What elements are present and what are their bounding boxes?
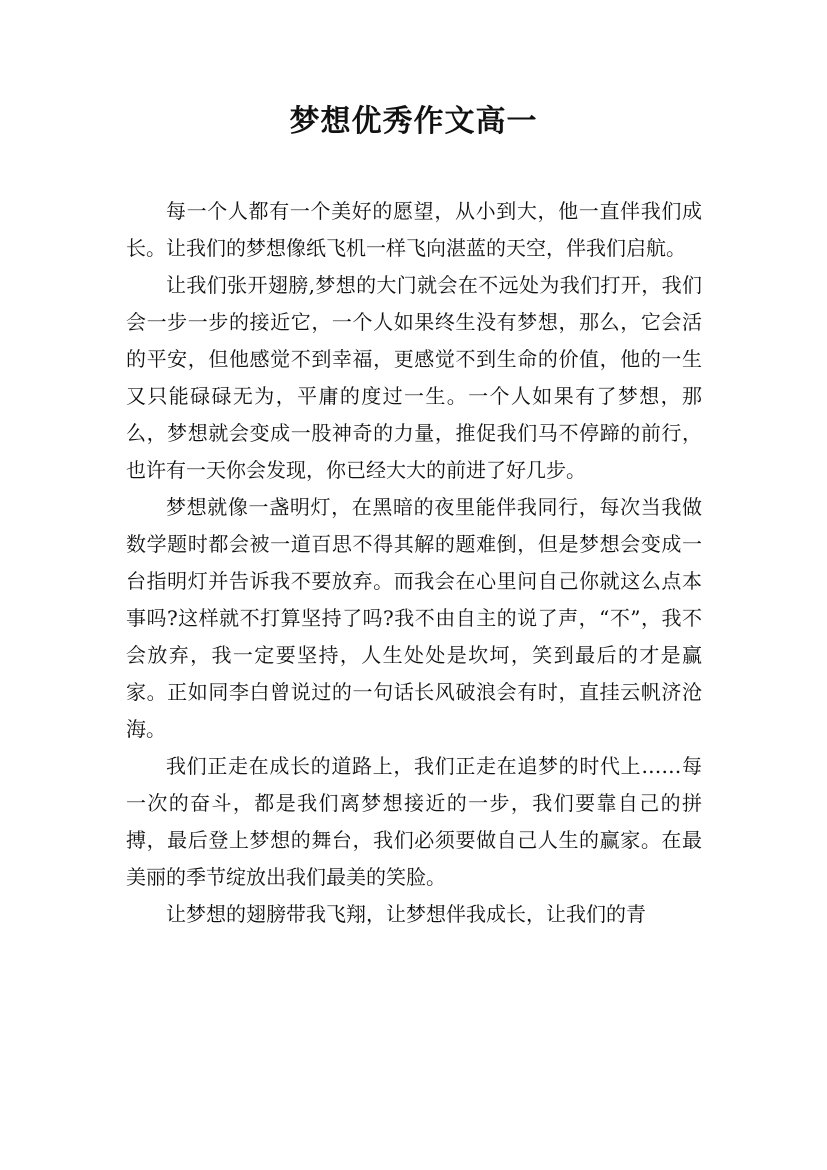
- paragraph-2: 让我们张开翅膀,梦想的大门就会在不远处为我们打开，我们会一步一步的接近它，一个人如果终生没有梦想，那么，它会活的平安，但他感觉不到幸福，更感觉不到生命的价值，他的一生又只能碌碌无为，平庸的度过一生。一个人如果有了梦想，那么，梦想就会变成一股神奇的力量，推促我们马不停蹄的前行，也许有一天你会发现，你已经大大的前进了好几步。: [126, 273, 702, 482]
- document-body: [126, 193, 702, 933]
- document-title: 梦想优秀作文高一: [289, 104, 538, 139]
- paragraph-1: 每一个人都有一个美好的愿望，从小到大，他一直伴我们成长。让我们的梦想像纸飞机一样飞向湛蓝的天空，伴我们启航。: [126, 199, 702, 260]
- paragraph-5: 让梦想的翅膀带我飞翔，让梦想伴我成长，让我们的青: [166, 902, 646, 926]
- paragraph-3: 梦想就像一盏明灯，在黑暗的夜里能伴我同行，每次当我做数学题时都会被一道百思不得其解的题难倒，但是梦想会变成一台指明灯并告诉我不要放弃。而我会在心里问自己你就这么点本事吗?这样就不打算坚持了吗?我不由自主的说了声，“不”，我不会放弃，我一定要坚持，人生处处是坎坷，笑到最后的才是赢家。正如同李白曾说过的一句话长风破浪会有时，直挂云帆济沧海。: [126, 495, 702, 741]
- paragraph-4: 我们正走在成长的道路上，我们正走在追梦的时代上……每一次的奋斗，都是我们离梦想接近的一步，我们要靠自己的拼搏，最后登上梦想的舞台，我们必须要做自己人生的赢家。在最美丽的季节绽放出我们最美的笑脸。: [126, 754, 702, 889]
